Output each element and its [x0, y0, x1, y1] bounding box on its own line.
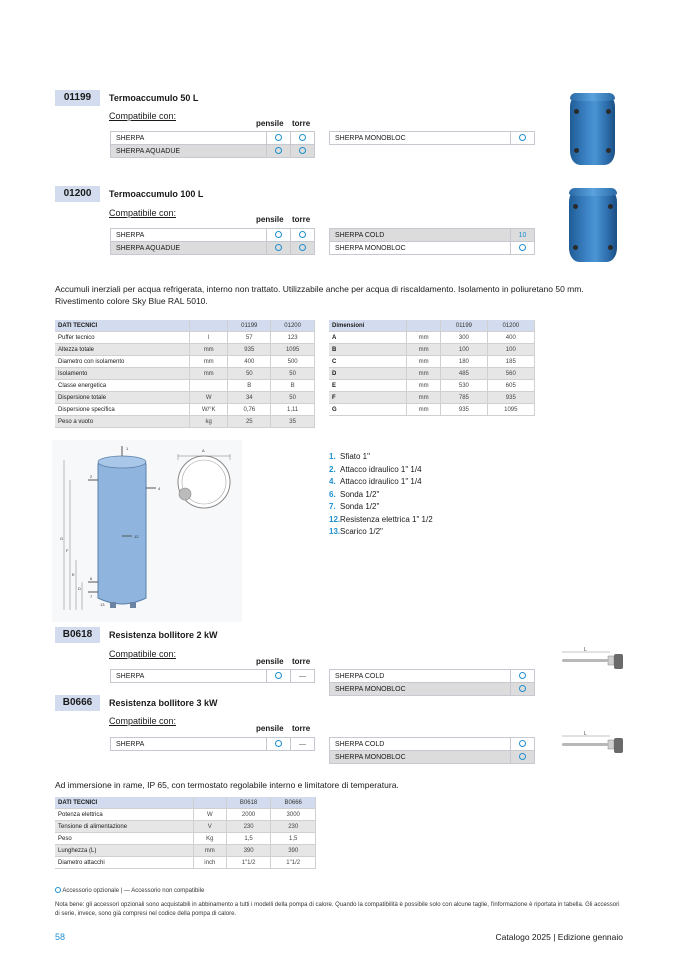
- legend-number: 1.: [329, 452, 336, 461]
- col-pensile: pensile: [256, 119, 284, 128]
- table-row: [55, 857, 316, 869]
- cell-v1: 2000: [226, 809, 271, 821]
- table-row: [55, 332, 315, 344]
- cell-v1: 1,5: [226, 833, 271, 845]
- cell-v2: 3000: [271, 809, 316, 821]
- cell-v2: 1095: [271, 344, 315, 356]
- cell-v2: 500: [271, 356, 315, 368]
- compat-value: 10: [511, 229, 535, 242]
- cell-label: Potenza elettrica: [55, 809, 193, 821]
- table-row: [55, 356, 315, 368]
- model-name: SHERPA MONOBLOC: [330, 242, 511, 255]
- optional-icon: [519, 672, 526, 679]
- col-torre: torre: [292, 119, 311, 128]
- cell-unit: inch: [193, 857, 226, 869]
- cell-v1: 25: [228, 416, 271, 428]
- cell-unit: mm: [407, 368, 441, 380]
- cell-v2: 100: [487, 344, 534, 356]
- compat-table: [329, 228, 535, 255]
- cell-label: Dispersione totale: [55, 392, 190, 404]
- cell-v1: B: [228, 380, 271, 392]
- optional-icon: [275, 672, 282, 679]
- cell-label: A: [329, 332, 407, 344]
- col-pensile: pensile: [256, 215, 284, 224]
- cell-v1: 935: [228, 344, 271, 356]
- accessory-legend-text: Accessorio opzionale | — Accessorio non compatibile: [62, 888, 205, 894]
- col-header: 01200: [487, 320, 534, 332]
- model-name: SHERPA: [111, 670, 267, 683]
- cell-v1: 485: [441, 368, 487, 380]
- dimension-table: [329, 320, 535, 416]
- cell-label: Diametro attacchi: [55, 857, 193, 869]
- heater-description: Ad immersione in rame, IP 65, con termostato regolabile interno e limitatore di temperatura.: [55, 780, 399, 790]
- cell-v1: 530: [441, 380, 487, 392]
- table-row: [329, 404, 535, 416]
- optional-icon: [275, 147, 282, 154]
- cell-label: Dispersione specifica: [55, 404, 190, 416]
- model-name: SHERPA COLD: [330, 229, 511, 242]
- cell-unit: W: [193, 809, 226, 821]
- compatible-label: Compatibile con:: [109, 208, 177, 218]
- table-row: [55, 368, 315, 380]
- cell-v1: 57: [228, 332, 271, 344]
- cell-unit: mm: [407, 404, 441, 416]
- legend-text: Sfiato 1": [340, 452, 370, 461]
- dim-label-f: F: [66, 548, 69, 553]
- legend-text: Resistenza elettrica 1" 1/2: [340, 514, 433, 524]
- model-name: SHERPA MONOBLOC: [330, 751, 511, 764]
- cell-v2: 400: [487, 332, 534, 344]
- table-header: DATI TECNICI: [55, 320, 190, 332]
- cell-unit: W: [190, 392, 228, 404]
- legend-text: Sonda 1/2": [340, 489, 380, 499]
- legend-item: [329, 451, 529, 464]
- col-pensile: pensile: [256, 724, 284, 733]
- cell-label: Classe energetica: [55, 380, 190, 392]
- cell-v1: 230: [226, 821, 271, 833]
- model-name: SHERPA COLD: [330, 670, 511, 683]
- table-row: [55, 833, 316, 845]
- optional-icon: [299, 244, 306, 251]
- col-header: B0666: [271, 797, 316, 809]
- compat-table: [110, 131, 315, 158]
- table-header: DATI TECNICI: [55, 797, 193, 809]
- note-text: Nota bene: gli accessori opzionali sono acquistabili in abbinamento a tutti i modelli della pompa di calore. Quando la compatibilità è possibile solo con alcune taglie, l'informazione è riportata in tabella. Gli accessori di serie, invece, sono già compresi nel codice della pompa di calore.: [55, 902, 620, 917]
- cell-v1: 34: [228, 392, 271, 404]
- cell-label: Puffer tecnico: [55, 332, 190, 344]
- tank-description: Accumuli inerziali per acqua refrigerata, interno non trattato. Utilizzabile anche per acqua di riscaldamento. Isolamento in poliuretano 50 mm. Rivestimento colore Sky Blue RAL 5010.: [55, 284, 584, 306]
- legend-item: [329, 489, 529, 502]
- cell-v2: 185: [487, 356, 534, 368]
- cell-label: C: [329, 356, 407, 368]
- svg-text:4: 4: [158, 486, 161, 491]
- heater-image: [560, 646, 626, 674]
- cell-unit: Kg: [193, 833, 226, 845]
- compatible-label: Compatibile con:: [109, 649, 177, 659]
- cell-v2: 1095: [487, 404, 534, 416]
- legend-text: Sonda 1/2": [340, 502, 380, 511]
- legend-item: [329, 526, 529, 539]
- cell-v1: 390: [226, 845, 271, 857]
- not-compatible: —: [291, 670, 315, 683]
- tank-image: [569, 188, 617, 262]
- cell-v1: 180: [441, 356, 487, 368]
- dim-label-e: E: [72, 572, 75, 577]
- heater-length-label: L: [584, 731, 587, 737]
- cell-unit: W/°K: [190, 404, 228, 416]
- table-header: Dimensioni: [329, 320, 407, 332]
- cell-unit: mm: [407, 332, 441, 344]
- cell-label: Tensione di alimentazione: [55, 821, 193, 833]
- table-row: [329, 332, 535, 344]
- svg-text:12: 12: [134, 534, 139, 539]
- product-title: Resistenza bollitore 3 kW: [109, 698, 218, 708]
- compatible-label: Compatibile con:: [109, 111, 177, 121]
- legend-item: [329, 464, 529, 477]
- table-row: [55, 344, 315, 356]
- cell-v1: 300: [441, 332, 487, 344]
- cell-v2: 605: [487, 380, 534, 392]
- table-row: [329, 368, 535, 380]
- table-row: [55, 392, 315, 404]
- cell-unit: mm: [193, 845, 226, 857]
- legend-item: [329, 514, 529, 527]
- optional-icon: [519, 740, 526, 747]
- model-name: SHERPA COLD: [330, 738, 511, 751]
- cell-v2: 230: [271, 821, 316, 833]
- col-torre: torre: [292, 724, 311, 733]
- dim-label-g: G: [60, 536, 64, 541]
- col-pensile: pensile: [256, 657, 284, 666]
- compat-table: [329, 737, 535, 764]
- col-header: 01200: [271, 320, 315, 332]
- cell-unit: V: [193, 821, 226, 833]
- cell-v2: 1,5: [271, 833, 316, 845]
- compat-table: [110, 228, 315, 255]
- cell-v1: 1"1/2: [226, 857, 271, 869]
- cell-v2: 1,11: [271, 404, 315, 416]
- table-row: [55, 821, 316, 833]
- legend-item: [329, 501, 529, 514]
- compat-table: [329, 669, 535, 696]
- accessory-legend: [55, 887, 204, 896]
- heater-image: [560, 730, 626, 758]
- cell-label: D: [329, 368, 407, 380]
- cell-label: Peso: [55, 833, 193, 845]
- catalog-edition: Catalogo 2025 | Edizione gennaio: [495, 932, 623, 942]
- compat-table: [110, 669, 315, 683]
- table-row: [329, 392, 535, 404]
- cell-v2: 390: [271, 845, 316, 857]
- product-code: B0666: [55, 695, 100, 711]
- tank-technical-drawing: [52, 440, 242, 622]
- not-compatible: —: [291, 738, 315, 751]
- dim-label-d: D: [78, 586, 81, 591]
- legend-text: Attacco idraulico 1" 1/4: [340, 477, 422, 486]
- col-header: 01199: [441, 320, 487, 332]
- cell-v2: 50: [271, 392, 315, 404]
- legend-number: 12.: [329, 514, 341, 524]
- table-row: [329, 344, 535, 356]
- compatible-label: Compatibile con:: [109, 716, 177, 726]
- cell-unit: mm: [190, 344, 228, 356]
- product-title: Termoaccumulo 100 L: [109, 189, 204, 199]
- table-row: [55, 416, 315, 428]
- product-code: B0618: [55, 627, 100, 643]
- product-title: Resistenza bollitore 2 kW: [109, 630, 218, 640]
- model-name: SHERPA MONOBLOC: [330, 683, 511, 696]
- cell-unit: l: [190, 332, 228, 344]
- optional-icon: [275, 134, 282, 141]
- cell-unit: mm: [407, 380, 441, 392]
- cell-unit: mm: [190, 356, 228, 368]
- optional-icon: [55, 887, 61, 893]
- cell-label: Peso a vuoto: [55, 416, 190, 428]
- optional-icon: [299, 231, 306, 238]
- tech-table: [55, 797, 316, 869]
- legend-text: Scarico 1/2": [340, 527, 383, 536]
- legend-item: [329, 476, 529, 489]
- cell-v1: 935: [441, 404, 487, 416]
- col-torre: torre: [292, 215, 311, 224]
- optional-icon: [275, 231, 282, 238]
- optional-icon: [519, 685, 526, 692]
- svg-text:7: 7: [90, 594, 93, 599]
- cell-v1: 0,76: [228, 404, 271, 416]
- svg-text:1: 1: [126, 446, 129, 451]
- cell-v2: 50: [271, 368, 315, 380]
- table-row: [55, 809, 316, 821]
- model-name: SHERPA AQUADUE: [111, 242, 267, 255]
- cell-label: Lunghezza (L): [55, 845, 193, 857]
- cell-v2: 560: [487, 368, 534, 380]
- cell-v1: 785: [441, 392, 487, 404]
- cell-v2: 935: [487, 392, 534, 404]
- cell-label: Diametro con isolamento: [55, 356, 190, 368]
- optional-icon: [299, 147, 306, 154]
- tank-image: [570, 93, 615, 165]
- svg-text:6: 6: [90, 576, 93, 581]
- cell-label: F: [329, 392, 407, 404]
- col-header: B0618: [226, 797, 271, 809]
- table-row: [329, 380, 535, 392]
- cell-v2: 35: [271, 416, 315, 428]
- connection-legend: [329, 451, 529, 539]
- cell-label: B: [329, 344, 407, 356]
- legend-number: 7.: [329, 502, 336, 511]
- legend-number: 4.: [329, 477, 336, 486]
- cell-unit: mm: [190, 368, 228, 380]
- cell-label: E: [329, 380, 407, 392]
- cell-unit: mm: [407, 392, 441, 404]
- cell-v2: B: [271, 380, 315, 392]
- table-row: [55, 380, 315, 392]
- col-torre: torre: [292, 657, 311, 666]
- optional-icon: [519, 134, 526, 141]
- dim-label-a: A: [202, 448, 205, 453]
- model-name: SHERPA AQUADUE: [111, 145, 267, 158]
- legend-number: 13.: [329, 527, 341, 536]
- table-row: [55, 845, 316, 857]
- model-name: SHERPA: [111, 229, 267, 242]
- heater-length-label: L: [584, 647, 587, 653]
- optional-icon: [299, 134, 306, 141]
- compat-table: [329, 131, 535, 145]
- cell-unit: mm: [407, 356, 441, 368]
- optional-icon: [519, 753, 526, 760]
- table-row: [329, 356, 535, 368]
- optional-icon: [275, 244, 282, 251]
- product-code: 01199: [55, 90, 100, 106]
- legend-text: Attacco idraulico 1" 1/4: [340, 464, 422, 474]
- model-name: SHERPA: [111, 132, 267, 145]
- cell-v2: 1"1/2: [271, 857, 316, 869]
- svg-text:2: 2: [90, 474, 93, 479]
- cell-label: G: [329, 404, 407, 416]
- compat-table: [110, 737, 315, 751]
- svg-text:13: 13: [100, 602, 105, 607]
- cell-v1: 400: [228, 356, 271, 368]
- optional-icon: [275, 740, 282, 747]
- cell-unit: kg: [190, 416, 228, 428]
- product-title: Termoaccumulo 50 L: [109, 93, 199, 103]
- cell-label: Altezza totale: [55, 344, 190, 356]
- col-header: 01199: [228, 320, 271, 332]
- optional-icon: [519, 244, 526, 251]
- cell-unit: [190, 380, 228, 392]
- cell-unit: mm: [407, 344, 441, 356]
- cell-v2: 123: [271, 332, 315, 344]
- cell-v1: 100: [441, 344, 487, 356]
- page-number: 58: [55, 932, 66, 942]
- legend-number: 2.: [329, 464, 336, 474]
- tech-table: [55, 320, 315, 428]
- cell-v1: 50: [228, 368, 271, 380]
- model-name: SHERPA MONOBLOC: [330, 132, 511, 145]
- model-name: SHERPA: [111, 738, 267, 751]
- table-row: [55, 404, 315, 416]
- legend-number: 6.: [329, 489, 336, 499]
- cell-label: Isolamento: [55, 368, 190, 380]
- product-code: 01200: [55, 186, 100, 202]
